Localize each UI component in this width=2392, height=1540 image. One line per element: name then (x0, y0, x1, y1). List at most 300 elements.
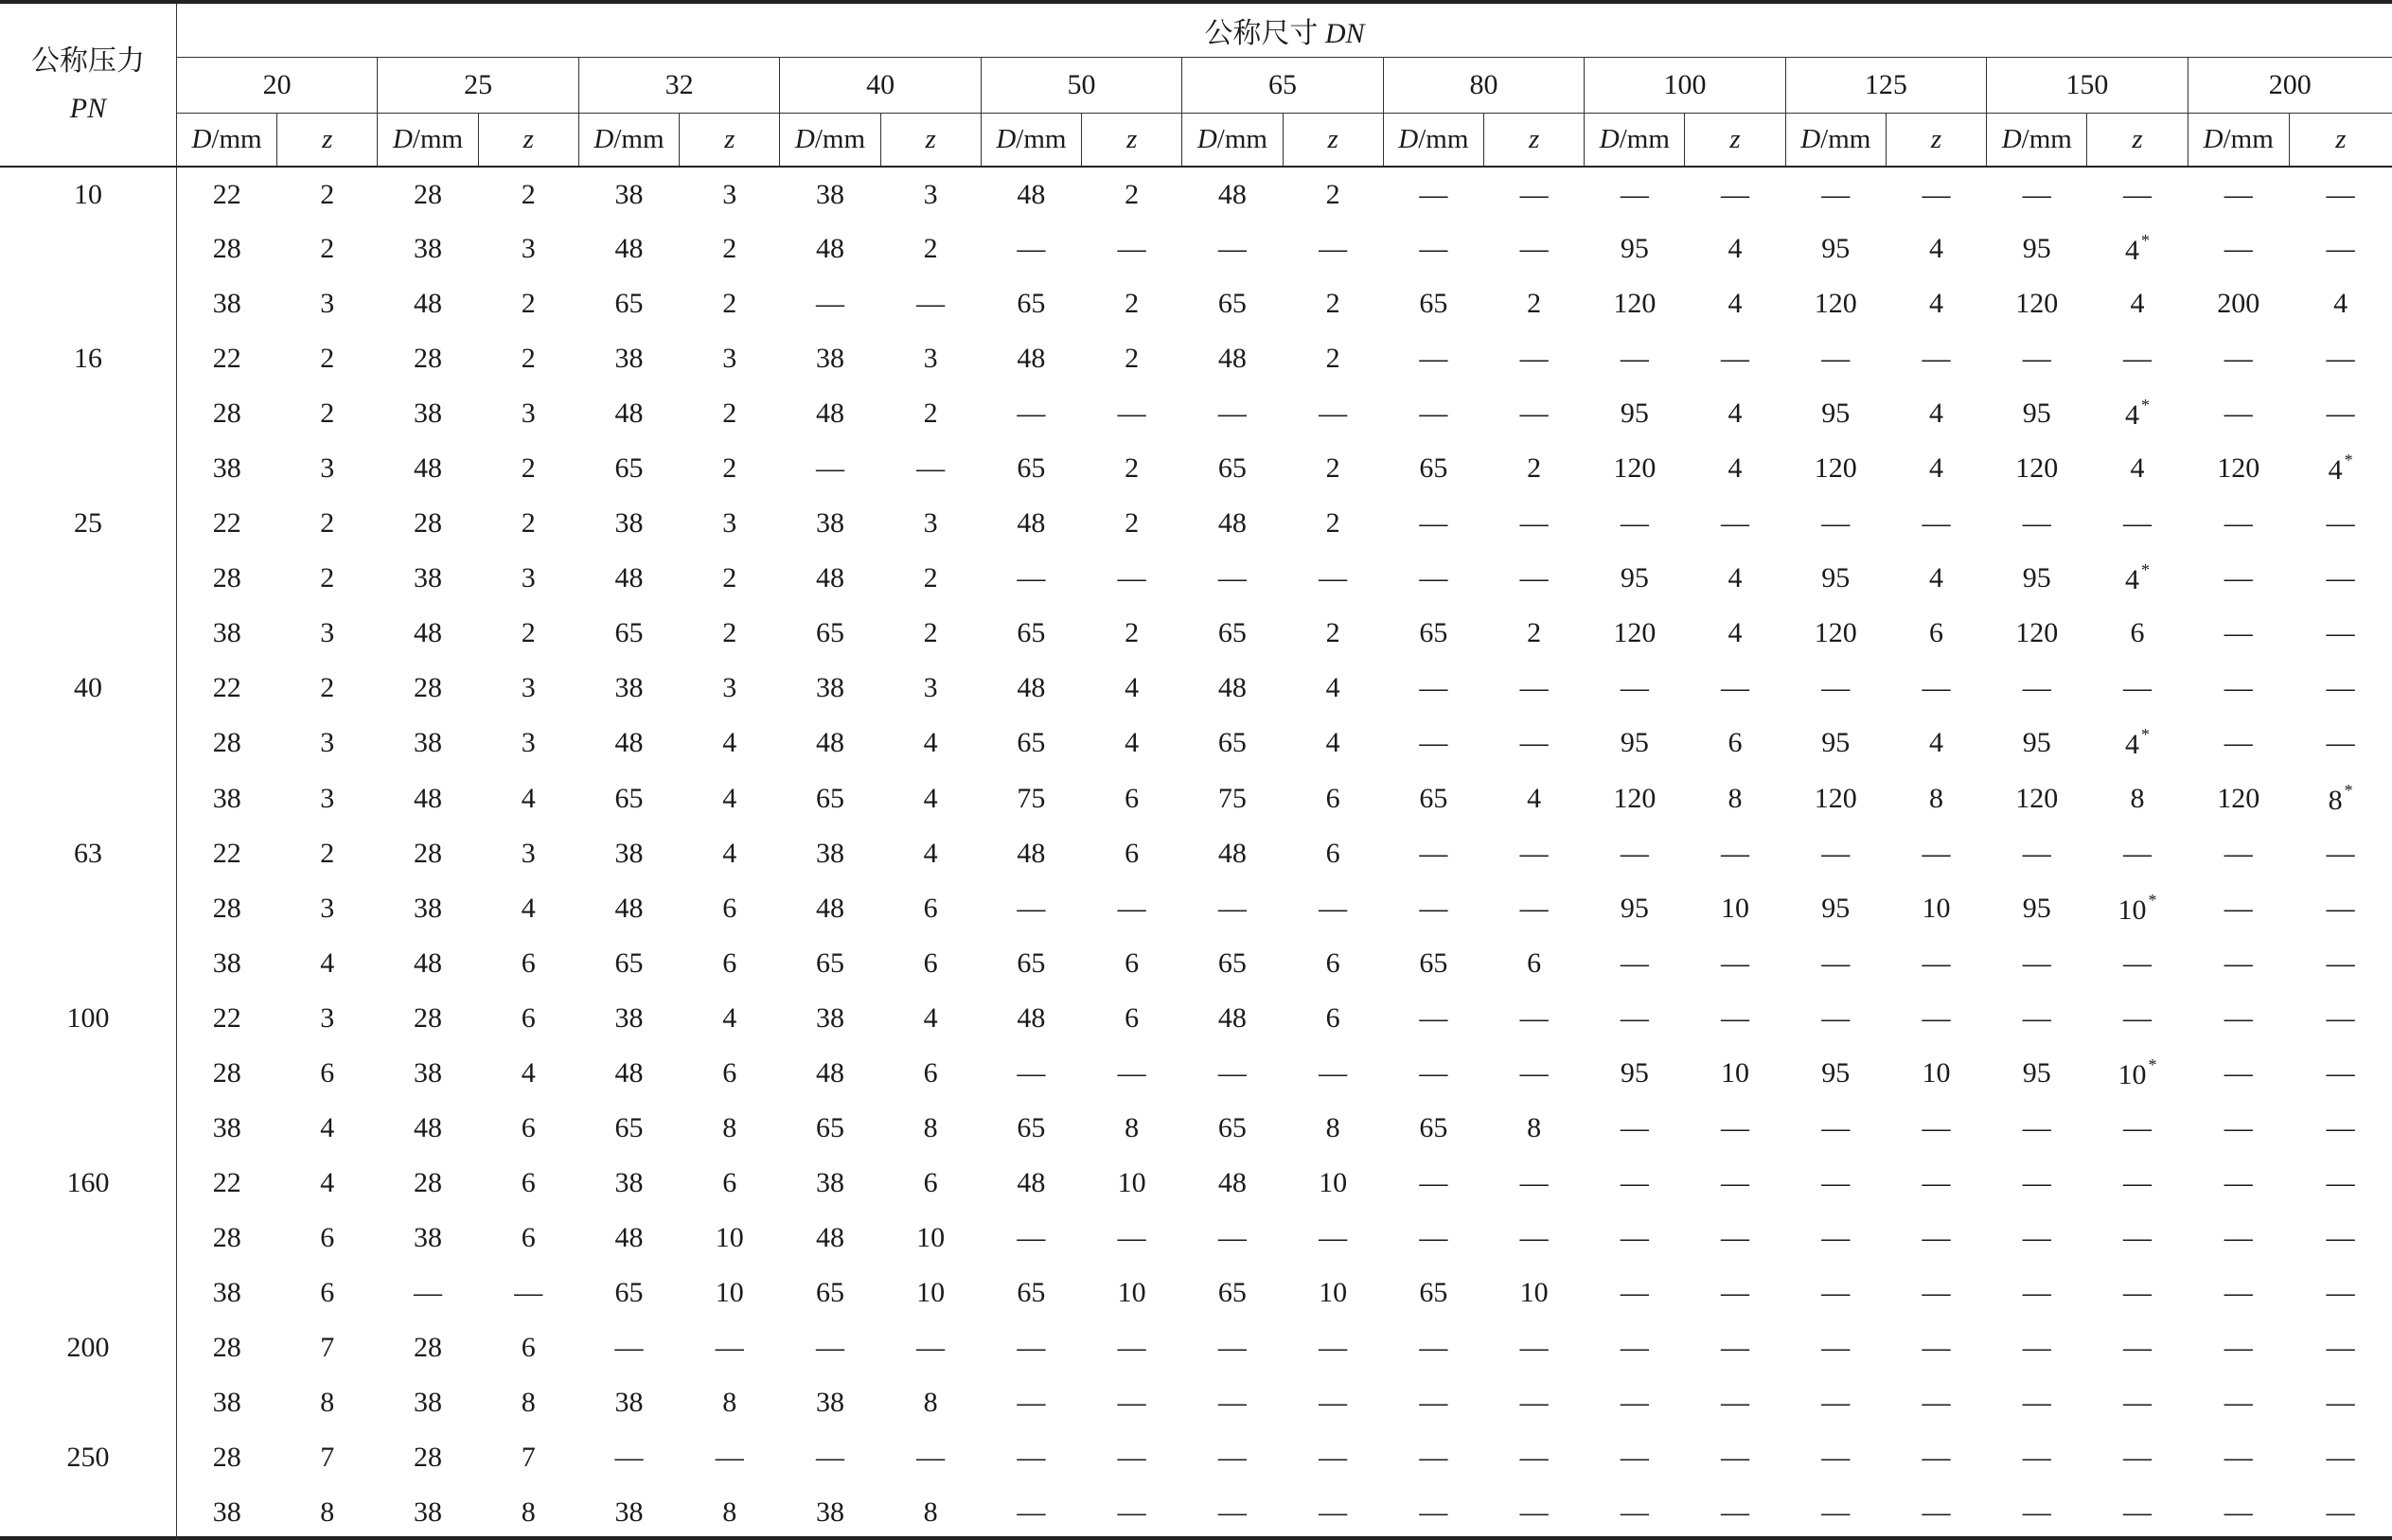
count-cell: 3 (320, 782, 335, 814)
diameter-cell: — (2224, 1387, 2253, 1419)
pn-cell (0, 881, 176, 936)
count-cell: 2 (320, 562, 335, 594)
diameter-cell: 38 (414, 1496, 442, 1529)
count-cell: 6 (521, 1221, 536, 1253)
diameter-cell: 22 (212, 672, 241, 704)
count-cell: — (2326, 1111, 2355, 1143)
diameter-cell: 120 (1814, 617, 1857, 649)
diameter-cell: 48 (815, 398, 844, 430)
count-cell: 4 (1728, 617, 1743, 649)
diameter-cell: — (2224, 1442, 2253, 1474)
diameter-cell: 95 (1821, 233, 1851, 265)
diameter-cell: 95 (1620, 727, 1649, 759)
count-cell: 6 (521, 1332, 536, 1363)
count-cell: 4 (923, 837, 938, 869)
count-cell: 2 (722, 617, 737, 649)
count-cell: — (2122, 1001, 2152, 1034)
count-cell: 8 (1125, 1111, 1140, 1143)
diameter-cell: — (2022, 1442, 2051, 1474)
diameter-cell: — (1620, 1496, 1649, 1529)
pn-cell (0, 386, 176, 441)
count-cell: 2 (521, 507, 536, 540)
diameter-cell: 38 (212, 288, 241, 320)
diameter-subheader (1585, 113, 1685, 167)
count-cell: — (1721, 1221, 1750, 1253)
count-cell: — (715, 1332, 744, 1363)
count-cell: 4 (722, 837, 737, 869)
diameter-cell: — (2224, 617, 2253, 649)
diameter-cell: — (2022, 672, 2051, 704)
diameter-cell: 38 (815, 178, 844, 210)
count-cell: — (1319, 1056, 1348, 1089)
count-cell: 6 (1125, 1001, 1140, 1034)
diameter-symbol: D (392, 123, 413, 154)
count-cell: 2 (521, 178, 536, 210)
count-cell: 10 * (2117, 1054, 2157, 1090)
table-row (0, 1046, 2392, 1101)
table-row (0, 167, 2392, 221)
count-cell: — (1721, 947, 1750, 979)
count-subheader: z (1082, 113, 1182, 167)
count-cell: 3 (320, 727, 335, 759)
diameter-unit: /mm (1619, 123, 1670, 154)
diameter-cell: 65 (1217, 452, 1247, 485)
size-header: 150 (1987, 57, 2188, 113)
count-cell: — (1922, 178, 1951, 210)
count-cell: 2 (1325, 452, 1340, 485)
pn-header-label: 公称压力 (30, 44, 145, 77)
count-cell: 3 (521, 398, 536, 430)
diameter-cell: — (815, 1332, 844, 1363)
pn-cell (0, 1375, 176, 1430)
diameter-cell: 48 (815, 892, 844, 924)
count-cell: — (1319, 1221, 1348, 1253)
diameter-cell: — (1419, 837, 1448, 869)
pn-cell (0, 606, 176, 661)
diameter-cell: — (2022, 1166, 2051, 1198)
count-cell: 4 (1125, 727, 1140, 759)
count-cell: 4 * (2124, 396, 2150, 432)
pn-cell: 250 (0, 1430, 176, 1485)
count-cell: 10 (1319, 1276, 1348, 1308)
diameter-cell: 48 (1217, 672, 1247, 704)
diameter-cell: 120 (1613, 617, 1657, 649)
pn-cell (0, 1211, 176, 1266)
diameter-symbol: D (1599, 123, 1620, 154)
count-cell: — (2326, 1001, 2355, 1034)
count-cell: 3 (722, 507, 737, 540)
count-cell: 3 (320, 617, 335, 649)
count-cell: 2 (1325, 617, 1340, 649)
table-row (0, 1375, 2392, 1430)
diameter-cell: — (2022, 1001, 2051, 1034)
count-cell: — (916, 1332, 946, 1363)
diameter-cell: — (815, 452, 844, 485)
count-cell: — (2326, 1442, 2355, 1474)
count-cell: — (1319, 398, 1348, 430)
diameter-unit: /mm (1418, 123, 1469, 154)
count-cell: 4 (1929, 452, 1944, 485)
diameter-cell: 38 (815, 672, 844, 704)
diameter-cell: 38 (212, 782, 241, 814)
diameter-cell: 65 (815, 782, 844, 814)
diameter-cell: — (2022, 947, 2051, 979)
count-cell: — (1117, 1442, 1146, 1474)
count-cell: — (1117, 892, 1146, 924)
count-cell: 6 (923, 947, 938, 979)
diameter-symbol: D (594, 123, 614, 154)
diameter-subheader (981, 113, 1081, 167)
pn-header-symbol: PN (69, 92, 107, 124)
count-cell: — (1519, 892, 1549, 924)
count-cell: 3 (722, 178, 737, 210)
count-cell: — (1922, 1001, 1951, 1034)
count-cell: 6 (923, 1166, 938, 1198)
diameter-cell: 48 (815, 1056, 844, 1089)
diameter-cell: — (2224, 1056, 2253, 1089)
count-cell: 2 (1125, 617, 1140, 649)
count-cell: 6 (521, 1166, 536, 1198)
diameter-cell: — (1620, 1442, 1649, 1474)
count-cell: — (1117, 1387, 1146, 1419)
count-cell: 6 (1125, 947, 1140, 979)
diameter-cell: 48 (1017, 837, 1046, 869)
diameter-cell: 48 (414, 288, 442, 320)
diameter-unit: /mm (1016, 123, 1067, 154)
diameter-cell: — (2224, 398, 2253, 430)
count-cell: — (1117, 1056, 1146, 1089)
diameter-cell: — (1419, 1001, 1448, 1034)
pn-cell: 10 (0, 167, 176, 221)
diameter-cell: — (1821, 947, 1851, 979)
count-cell: 4 (1929, 288, 1944, 320)
diameter-cell: — (1620, 343, 1649, 375)
count-cell: 4 (1325, 727, 1340, 759)
count-cell: — (2326, 398, 2355, 430)
diameter-cell: 38 (815, 1166, 844, 1198)
diameter-cell: 38 (815, 837, 844, 869)
diameter-unit: /mm (211, 123, 262, 154)
diameter-cell: 48 (1217, 507, 1247, 540)
diameter-cell: 65 (614, 617, 644, 649)
pn-cell: 16 (0, 331, 176, 386)
diameter-cell: — (1419, 1387, 1448, 1419)
count-cell: — (1519, 1166, 1549, 1198)
diameter-cell: 65 (614, 1111, 644, 1143)
count-cell: 4 (1929, 562, 1944, 594)
count-cell: — (2122, 507, 2152, 540)
diameter-cell: 28 (414, 837, 442, 869)
count-cell: 4 (923, 727, 938, 759)
count-cell: — (1922, 837, 1951, 869)
count-cell: 4 (1527, 782, 1542, 814)
diameter-cell: — (1017, 562, 1046, 594)
diameter-cell: 48 (1017, 1166, 1046, 1198)
diameter-subheader (2188, 113, 2289, 167)
diameter-cell: 38 (614, 1387, 644, 1419)
count-cell: — (1922, 1496, 1951, 1529)
count-cell: — (1117, 1496, 1146, 1529)
footnote-marker: * (2344, 451, 2353, 470)
count-cell: — (1519, 507, 1549, 540)
count-cell: 4 * (2124, 231, 2150, 267)
count-cell: — (1319, 1332, 1348, 1363)
diameter-cell: 48 (1017, 343, 1046, 375)
diameter-cell: 95 (1821, 398, 1851, 430)
count-subheader: z (880, 113, 981, 167)
diameter-cell: 48 (1217, 343, 1247, 375)
diameter-unit: /mm (2223, 123, 2274, 154)
diameter-cell: 75 (1217, 782, 1247, 814)
diameter-cell: — (614, 1332, 644, 1363)
count-cell: — (1117, 1221, 1146, 1253)
diameter-cell: 65 (1017, 452, 1046, 485)
diameter-cell: 48 (614, 1056, 644, 1089)
count-cell: 4 (320, 947, 335, 979)
pn-cell: 63 (0, 826, 176, 881)
diameter-cell: — (1217, 1332, 1247, 1363)
diameter-cell: 48 (1017, 507, 1046, 540)
count-cell: — (2122, 837, 2152, 869)
pn-cell (0, 716, 176, 770)
diameter-cell: — (2224, 1111, 2253, 1143)
count-cell: 6 (1527, 947, 1542, 979)
diameter-cell: 28 (212, 892, 241, 924)
diameter-cell: 65 (815, 1111, 844, 1143)
count-cell: — (1117, 398, 1146, 430)
count-subheader: z (1886, 113, 1986, 167)
count-cell: — (1721, 1166, 1750, 1198)
count-cell: 8 (1527, 1111, 1542, 1143)
count-subheader: z (478, 113, 578, 167)
diameter-cell: — (2224, 507, 2253, 540)
count-cell: 6 (923, 1056, 938, 1089)
table-row (0, 1101, 2392, 1156)
diameter-cell: — (1419, 1166, 1448, 1198)
count-cell: — (916, 1442, 946, 1474)
diameter-cell: 120 (2015, 617, 2059, 649)
diameter-cell: — (1419, 892, 1448, 924)
diameter-symbol: D (1800, 123, 1821, 154)
count-cell: 6 (1125, 837, 1140, 869)
diameter-cell: 65 (1017, 727, 1046, 759)
count-cell: 6 (521, 947, 536, 979)
diameter-cell: — (1821, 1001, 1851, 1034)
diameter-cell: — (1821, 837, 1851, 869)
table-row (0, 221, 2392, 276)
diameter-cell: — (1017, 1332, 1046, 1363)
diameter-cell: — (1017, 1496, 1046, 1529)
diameter-cell: — (1419, 727, 1448, 759)
diameter-cell: 28 (414, 178, 442, 210)
count-cell: — (1721, 837, 1750, 869)
table-row (0, 1485, 2392, 1540)
diameter-cell: 38 (815, 1496, 844, 1529)
count-cell: — (2326, 1496, 2355, 1529)
count-cell: — (2122, 343, 2152, 375)
diameter-cell: 28 (414, 507, 442, 540)
count-cell: — (1922, 1221, 1951, 1253)
count-cell: — (1519, 1442, 1549, 1474)
count-cell: 2 (320, 343, 335, 375)
diameter-cell: 22 (212, 1001, 241, 1034)
count-subheader: z (1283, 113, 1383, 167)
diameter-subheader (1383, 113, 1483, 167)
count-cell: 2 (1527, 288, 1542, 320)
pn-cell: 25 (0, 496, 176, 551)
count-cell: — (2326, 507, 2355, 540)
diameter-cell: 28 (414, 1442, 442, 1474)
pn-cell (0, 771, 176, 826)
diameter-cell: 95 (1821, 727, 1851, 759)
count-cell: — (1519, 178, 1549, 210)
diameter-cell: 28 (414, 1332, 442, 1363)
diameter-cell: 48 (1017, 178, 1046, 210)
count-cell: — (1519, 837, 1549, 869)
diameter-cell: 38 (414, 892, 442, 924)
diameter-cell: 48 (1217, 178, 1247, 210)
count-cell: — (2122, 1332, 2152, 1363)
count-cell: 2 (1325, 288, 1340, 320)
count-subheader: z (2087, 113, 2188, 167)
size-header: 50 (981, 57, 1181, 113)
diameter-cell: — (1821, 178, 1851, 210)
diameter-cell: 95 (2022, 1056, 2051, 1089)
diameter-subheader (378, 113, 478, 167)
diameter-cell: — (815, 288, 844, 320)
diameter-cell: 38 (614, 1166, 644, 1198)
diameter-cell: 48 (614, 727, 644, 759)
count-cell: — (1519, 672, 1549, 704)
count-cell: — (2122, 1221, 2152, 1253)
diameter-cell: — (1419, 233, 1448, 265)
count-cell: — (1721, 1442, 1750, 1474)
count-cell: — (1519, 1496, 1549, 1529)
diameter-cell: 120 (2015, 782, 2059, 814)
size-header: 200 (2188, 57, 2392, 113)
diameter-symbol: D (1398, 123, 1419, 154)
diameter-cell: 48 (815, 562, 844, 594)
count-cell: — (2326, 727, 2355, 759)
diameter-cell: — (1419, 1496, 1448, 1529)
count-cell: 4 (521, 1056, 536, 1089)
diameter-cell: 95 (1620, 398, 1649, 430)
diameter-cell: 48 (1217, 837, 1247, 869)
diameter-cell: 65 (1217, 947, 1247, 979)
count-cell: 2 (1325, 178, 1340, 210)
diameter-cell: 38 (212, 1276, 241, 1308)
diameter-cell: 38 (614, 837, 644, 869)
diameter-cell: — (2224, 1276, 2253, 1308)
diameter-cell: 120 (1613, 288, 1657, 320)
count-cell: 4 * (2328, 451, 2353, 487)
count-cell: 4 (1929, 398, 1944, 430)
diameter-cell: — (1217, 398, 1247, 430)
diameter-unit: /mm (412, 123, 464, 154)
diameter-cell: 48 (815, 233, 844, 265)
diameter-cell: 65 (815, 947, 844, 979)
diameter-cell: — (1821, 1166, 1851, 1198)
count-cell: — (1519, 1056, 1549, 1089)
count-cell: 2 (521, 288, 536, 320)
diameter-symbol: D (996, 123, 1017, 154)
count-cell: — (1922, 507, 1951, 540)
diameter-cell: — (1419, 398, 1448, 430)
footnote-marker: * (2140, 396, 2150, 416)
diameter-cell: — (1620, 1332, 1649, 1363)
pn-cell: 40 (0, 661, 176, 716)
count-cell: 2 (722, 288, 737, 320)
diameter-cell: — (1620, 507, 1649, 540)
count-cell: — (2122, 947, 2152, 979)
count-cell: 6 (320, 1056, 335, 1089)
diameter-cell: 48 (414, 947, 442, 979)
diameter-symbol: D (2203, 123, 2224, 154)
diameter-cell: 28 (212, 1442, 241, 1474)
table-header (0, 4, 2392, 167)
diameter-cell: 48 (815, 727, 844, 759)
diameter-cell: 38 (212, 452, 241, 485)
diameter-subheader (1785, 113, 1886, 167)
pn-cell (0, 1101, 176, 1156)
count-cell: 3 (923, 178, 938, 210)
diameter-cell: 28 (414, 1166, 442, 1198)
count-cell: — (1519, 398, 1549, 430)
diameter-cell: — (1821, 672, 1851, 704)
count-cell: — (1319, 892, 1348, 924)
diameter-cell: 65 (1217, 727, 1247, 759)
diameter-cell: — (614, 1442, 644, 1474)
diameter-cell: 120 (1814, 288, 1857, 320)
count-cell: 3 (923, 672, 938, 704)
diameter-cell: 28 (212, 398, 241, 430)
count-cell: — (1519, 1387, 1549, 1419)
count-cell: — (1117, 1332, 1146, 1363)
footnote-marker: * (2344, 780, 2353, 800)
count-cell: 2 (320, 837, 335, 869)
diameter-cell: 95 (1620, 562, 1649, 594)
diameter-cell: 38 (614, 507, 644, 540)
count-cell: 3 (320, 1001, 335, 1034)
diameter-cell: — (2224, 837, 2253, 869)
count-cell: 4 (521, 892, 536, 924)
diameter-cell: 120 (1814, 452, 1857, 485)
diameter-cell: 65 (1419, 782, 1448, 814)
count-cell: — (1721, 507, 1750, 540)
count-cell: 6 (320, 1276, 335, 1308)
diameter-cell: 65 (614, 288, 644, 320)
count-cell: — (1519, 343, 1549, 375)
count-cell: 4 (2130, 452, 2145, 485)
count-cell: — (1721, 1496, 1750, 1529)
pn-cell (0, 1046, 176, 1101)
diameter-cell: 95 (1620, 892, 1649, 924)
size-header: 25 (378, 57, 578, 113)
diameter-subheader (1987, 113, 2087, 167)
size-header: 100 (1585, 57, 1785, 113)
count-cell: 2 (722, 452, 737, 485)
count-cell: 7 (320, 1442, 335, 1474)
diameter-cell: 38 (815, 1387, 844, 1419)
diameter-cell: 48 (414, 617, 442, 649)
diameter-cell: — (2224, 233, 2253, 265)
count-cell: 2 (320, 233, 335, 265)
count-cell: 4 * (2124, 725, 2150, 761)
count-cell: — (1721, 672, 1750, 704)
diameter-cell: 95 (2022, 562, 2051, 594)
count-cell: — (1519, 562, 1549, 594)
count-cell: — (1519, 1001, 1549, 1034)
